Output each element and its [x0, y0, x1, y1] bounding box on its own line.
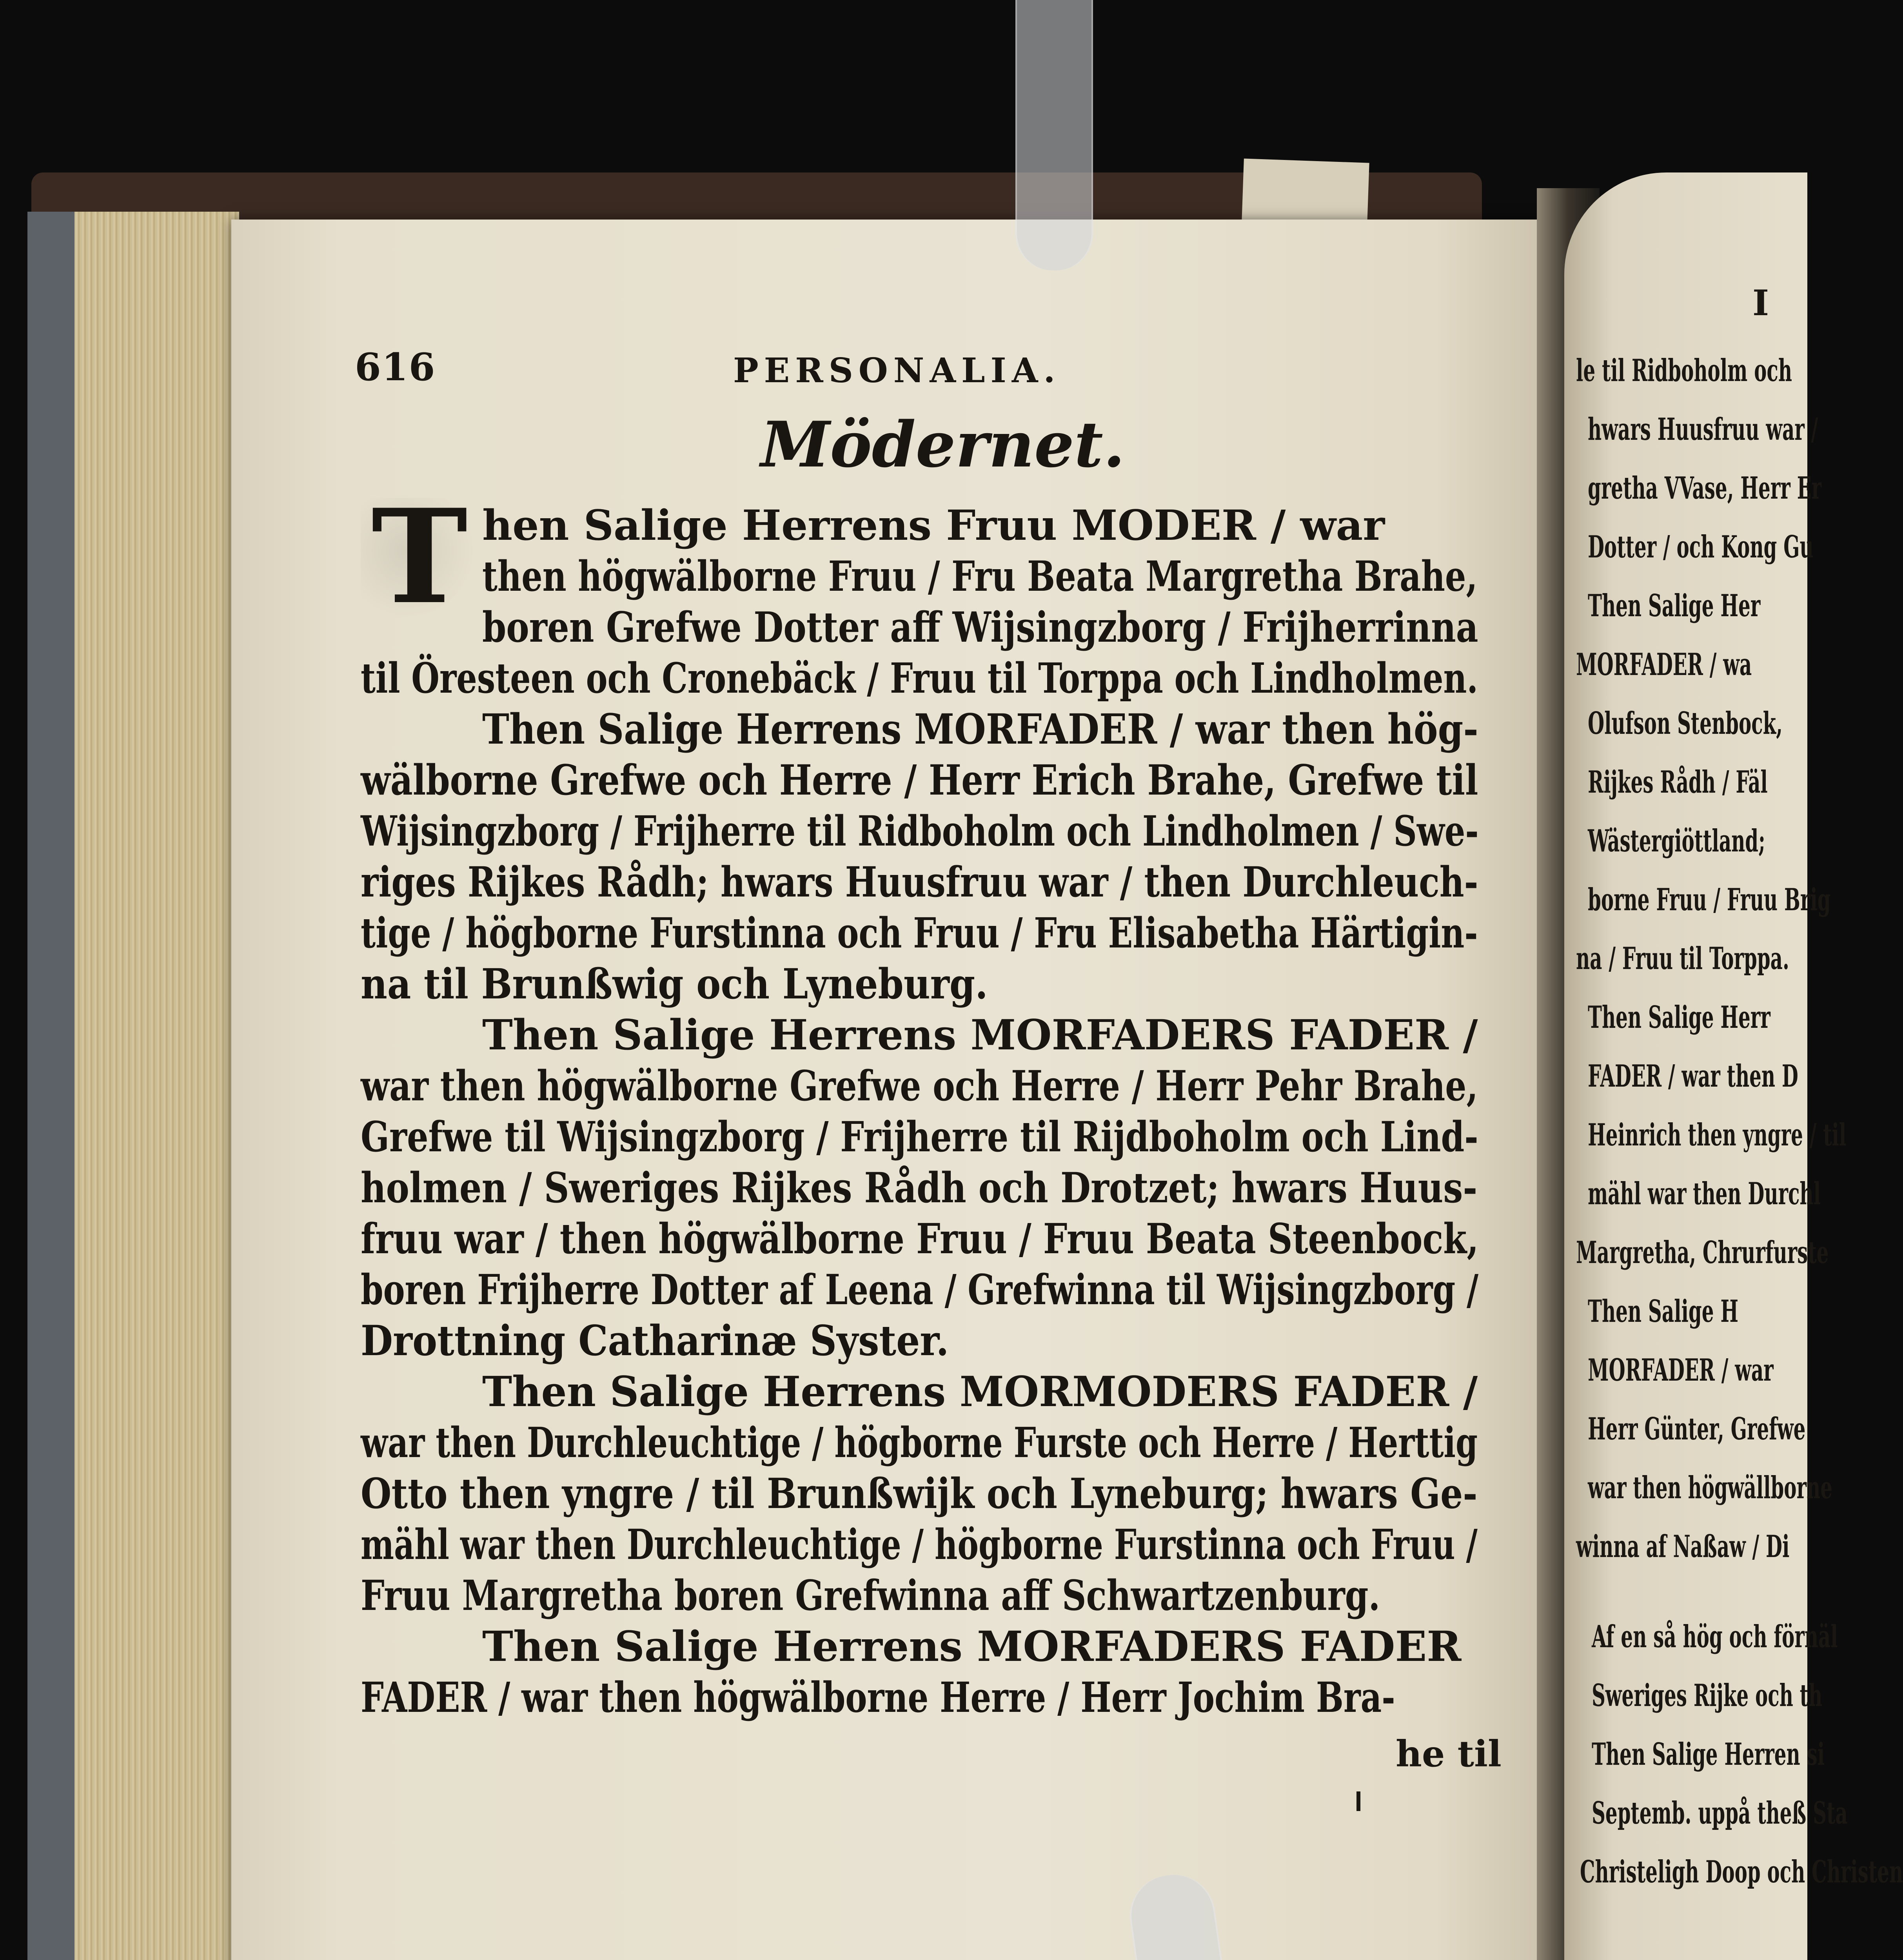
facing-text-line: le til Ridboholm och — [1576, 353, 1792, 388]
tape-strip-top — [1015, 0, 1093, 270]
facing-text-line: MORFADER / war — [1588, 1352, 1774, 1388]
text-line: wälborne Grefwe och Herre / Herr Erich Brahe, Grefwe til — [361, 755, 1478, 804]
facing-text-line: Rijkes Rådh / Fäl — [1588, 764, 1768, 800]
text-line: Fruu Margretha boren Grefwinna aff Schwartzenburg. — [361, 1571, 1380, 1620]
text-line: Otto then yngre / til Brunßwijk och Lyneburg; hwars Ge- — [361, 1469, 1478, 1518]
facing-text-line: Septemb. uppå theß Sta — [1592, 1795, 1848, 1831]
text-line: na til Brunßwig och Lyneburg. — [361, 959, 988, 1008]
text-line: FADER / war then högwälborne Herre / Herr Jochim Bra- — [361, 1673, 1395, 1722]
facing-page — [1564, 172, 1903, 1960]
text-line: Then Salige Herrens MORFADERS FADER / — [482, 1010, 1478, 1059]
facing-text-line: Heinrich then yngre / til — [1588, 1117, 1847, 1153]
facing-text-line: Christeligh Doop och Christen — [1580, 1854, 1903, 1890]
facing-text-line: war then högwällborne — [1588, 1470, 1832, 1506]
drop-cap: T — [361, 498, 478, 615]
footer-mark — [1356, 1791, 1360, 1811]
facing-text-line: borne Fruu / Fruu Brig — [1588, 882, 1831, 918]
facing-text-line: Dotter / och Kong Gu — [1588, 529, 1814, 565]
section-title: Mödernet. — [761, 408, 1125, 481]
text-line: Then Salige Herrens MORMODERS FADER / — [482, 1367, 1478, 1416]
facing-text-line: MORFADER / wa — [1576, 647, 1752, 682]
facing-text-line: mähl war then Durchl — [1588, 1176, 1821, 1212]
text-line: mähl war then Durchleuchtige / högborne Furstinna och Fruu / — [361, 1520, 1478, 1569]
page-number: 616 — [355, 345, 436, 389]
text-line: Then Salige Herrens MORFADER / war then hög- — [482, 704, 1478, 753]
text-line: fruu war / then högwälborne Fruu / Fruu Beata Steenbock, — [361, 1214, 1479, 1263]
facing-text-line: gretha VVase, Herr Er — [1588, 470, 1821, 506]
facing-text-line: Margretha, Chrurfurste — [1576, 1235, 1829, 1270]
catchword: he til — [1396, 1733, 1502, 1775]
text-line: boren Frijherre Dotter af Leena / Grefwinna til Wijsingzborg / — [361, 1265, 1479, 1314]
facing-text-line: Herr Günter, Grefwe — [1588, 1411, 1806, 1447]
facing-text-line: FADER / war then D — [1588, 1058, 1798, 1094]
text-line: Wijsingzborg / Frijherre til Ridboholm och Lindholmen / Swe- — [361, 806, 1479, 855]
text-line: Drottning Catharinæ Syster. — [361, 1316, 949, 1365]
text-line: Grefwe til Wijsingzborg / Frijherre til Rijdboholm och Lind- — [361, 1112, 1478, 1161]
facing-text-line: Then Salige Herren si — [1592, 1737, 1825, 1772]
text-line: war then högwälborne Grefwe och Herre / Herr Pehr Brahe, — [361, 1061, 1478, 1110]
text-line: tige / högborne Furstinna och Fruu / Fru Elisabetha Härtigin- — [361, 908, 1478, 957]
text-line: boren Grefwe Dotter aff Wijsingzborg / Frijherrinna — [482, 603, 1478, 652]
facing-text-line: Wästergiöttland; — [1588, 823, 1765, 859]
facing-text-line: Then Salige Her — [1588, 588, 1761, 624]
facing-text-line: na / Fruu til Torppa. — [1576, 941, 1789, 976]
page-edges — [74, 212, 239, 1960]
facing-page-top-letter: I — [1752, 282, 1769, 324]
facing-text-line: Olufson Stenbock, — [1588, 706, 1783, 741]
facing-text-line: Then Salige H — [1588, 1294, 1739, 1329]
text-line: war then Durchleuchtige / högborne Furste och Herre / Herttig — [361, 1418, 1478, 1467]
cover-board-strip — [27, 212, 78, 1960]
facing-text-line: winna af Naßaw / Di — [1576, 1529, 1790, 1564]
paper-slip — [1242, 158, 1369, 225]
text-line: hen Salige Herrens Fruu MODER / war — [482, 501, 1385, 550]
text-line: til Öresteen och Cronebäck / Fruu til Torppa och Lindholmen. — [361, 653, 1478, 702]
facing-text-line: Af en så hög och förnäl — [1592, 1619, 1838, 1655]
facing-text-line: Sweriges Rijke och th — [1592, 1678, 1823, 1713]
running-head: PERSONALIA. — [733, 351, 1061, 390]
text-line: riges Rijkes Rådh; hwars Huusfruu war / then Durchleuch- — [361, 857, 1478, 906]
facing-text-line: Then Salige Herr — [1588, 1000, 1770, 1035]
text-line: holmen / Sweriges Rijkes Rådh och Drotzet; hwars Huus- — [361, 1163, 1478, 1212]
text-line: then högwälborne Fruu / Fru Beata Margretha Brahe, — [482, 552, 1478, 601]
facing-text-line: hwars Huusfruu war / — [1588, 412, 1818, 447]
text-line: Then Salige Herrens MORFADERS FADER — [482, 1622, 1462, 1671]
